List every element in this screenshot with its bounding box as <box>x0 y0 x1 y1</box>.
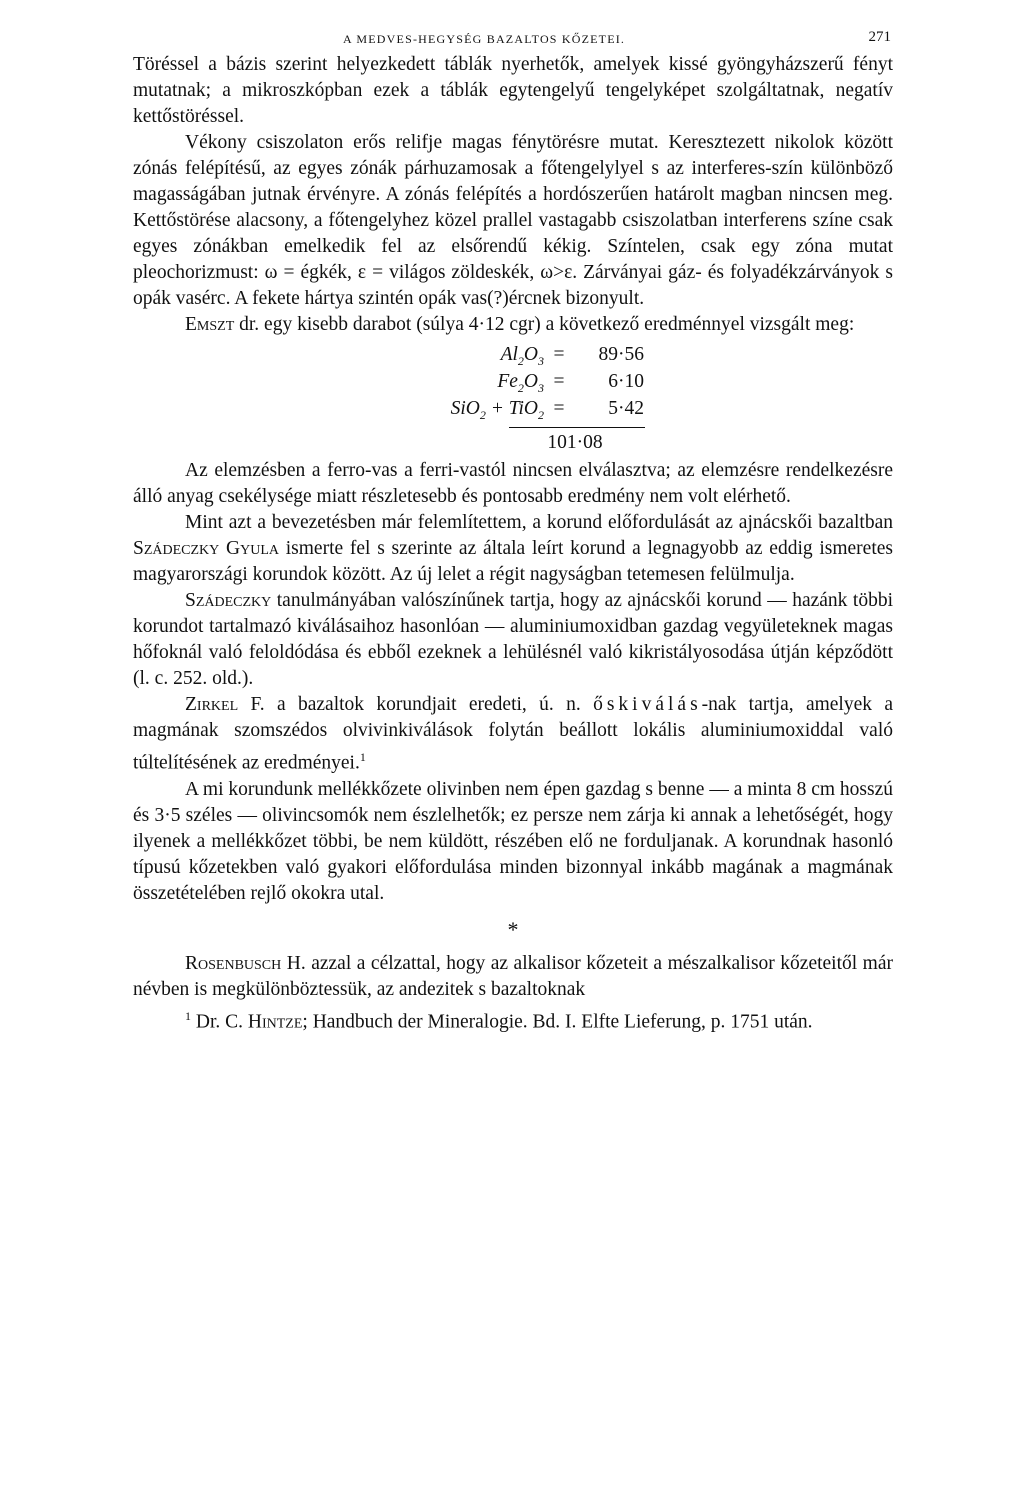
paragraph-6: Szádeczky tanulmányában valószínűnek tartja, hogy az ajnácskői korund — hazánk többi korundot tartalmazó kiválásaihoz hasonlóan — aluminiumoxidban gazdag vegyületeknek magas hőfoknál való feloldódása és ebből ezeknek a lehülésnél való kikristályosodása útján képződött (l. c. 252. old.). <box>133 590 893 689</box>
paragraph-3-text: dr. egy kisebb darabot (súlya 4·12 cgr) a következő eredménnyel vizsgált meg: <box>234 314 855 335</box>
equals-sign: = <box>553 398 565 419</box>
footnote-mark: 1 <box>185 1008 191 1023</box>
footnote-reference[interactable]: 1 <box>359 750 366 764</box>
chemical-analysis <box>133 344 893 458</box>
paragraph-8: A mi korundunk mellékkőzete olivinben nem épen gazdag s benne — a minta 8 cm hosszú és 3·5 széles — olivincsomók nem észlelhetők; ez persze nem zárja ki annak a lehetőségét, hogy ilyenek a mellékkőzet többi, be nem küldött, részében elő ne forduljanak. A korundnak hasonló típusú kőzetekben való gyakori előfordulása minden bizonnyal inkább magának a magmának összetételében rejlő okokra utal. <box>133 778 893 904</box>
body-text <box>133 52 893 1035</box>
paragraph-3 <box>133 312 893 338</box>
running-header <box>133 22 893 52</box>
document-page <box>133 22 893 1035</box>
compound-value: 6·10 <box>608 371 644 392</box>
section-separator: * <box>507 916 519 942</box>
author-name: Szádeczky <box>185 590 272 611</box>
paragraph-2: Vékony csiszolaton erős relifje magas fénytörésre mutat. Keresztezett nikolok között zónás felépítésű, az egyes zónák párhuzamosak a főtengelylyel s az interferes-szín különböző magasságában jutnak érvényre. A zónás felépítés a hordószerűen határolt magban nincsen meg. Kettőstörése alacsony, a főtengelyhez közel prallel vastagabb csiszolatban interferens színe csak egyes zónákban emelkedik fel az elsőrendű kékig. Színtelen, csak egy zóna mutat pleochorizmust: ω = égkék, ε = világos zöldeskék, ω>ε. Zárványai gáz- és folyadékzárványok s opák vasérc. A fekete hártya szintén opák vas(?)ércnek bizonyult. <box>133 132 893 309</box>
running-title: A MEDVES-HEGYSÉG BAZALTOS KŐZETEI. <box>343 32 626 46</box>
compound-value: 89·56 <box>598 344 644 365</box>
author-name: Rosenbusch H. <box>185 952 306 974</box>
paragraph-4: Az elemzésben a ferro-vas a ferri-vastól nincsen elválasztva; az elemzésre rendelkezésre álló anyag csekélysége miatt részletesebb és pontosabb eredmény nem volt elérhető. <box>133 460 893 507</box>
paragraph-1: Töréssel a bázis szerint helyezkedett táblák nyerhetők, amelyek kissé gyöngyházszerű fényt mutatnak; a mikroszkópban ezek a táblák egytengelyű tengelyképet szolgáltatnak, negatív kettőstöréssel. <box>133 54 893 127</box>
footnote: $^1$ Dr. C. Hintze; Handbuch der Mineralogie. Bd. I. Elfte Lieferung, p. 1751 után. <box>185 1008 813 1032</box>
equals-sign: = <box>553 344 565 365</box>
analysis-total: 101·08 <box>547 432 603 453</box>
paragraph-9: Rosenbusch H. azzal a célzattal, hogy az alkalisor kőzeteit a mészalkalisor kőzeteitől már névben is megkülönböztessük, az andezitek s bazaltoknak <box>133 952 893 1000</box>
analysis-row <box>133 344 893 371</box>
compound-value: 5·42 <box>608 398 644 419</box>
paragraph-5: Mint azt a bevezetésben már felemlítettem, a korund előfordulását az ajnácskői bazaltban Szádeczky Gyula ismerte fel s szerinte az általa leírt korund a legnagyobb az eddig ismeretes magyarországi korundok között. Az új lelet a régit nagyságban tetemesen felülmulja. <box>133 512 893 585</box>
paragraph-7: Zirkel F. a bazaltok korundjait eredeti, ú. n. őskiválás-nak tartja, amelyek a magmának szomszédos olvivinkiválások folytán beállott lokális aluminiumoxiddal való túltelítésének az eredményei.$^1$ <box>133 694 893 774</box>
page-number: 271 <box>868 29 891 45</box>
compound-formula: $Al_2O_3$ <box>500 344 544 368</box>
analysis-row <box>133 371 893 398</box>
compound-formula: $Fe_2O_3$ <box>497 371 544 395</box>
compound-formula: SiO$_2$ + TiO$_2$ <box>450 398 544 422</box>
analysis-row <box>133 398 893 425</box>
equals-sign: = <box>553 371 565 392</box>
spaced-term: őskiválás <box>593 694 702 715</box>
author-name: Emszt <box>185 314 235 335</box>
author-name: Hintze <box>247 1011 303 1032</box>
author-name: Szádeczky Gyula <box>133 538 279 559</box>
author-name: Zirkel F. <box>185 694 265 715</box>
